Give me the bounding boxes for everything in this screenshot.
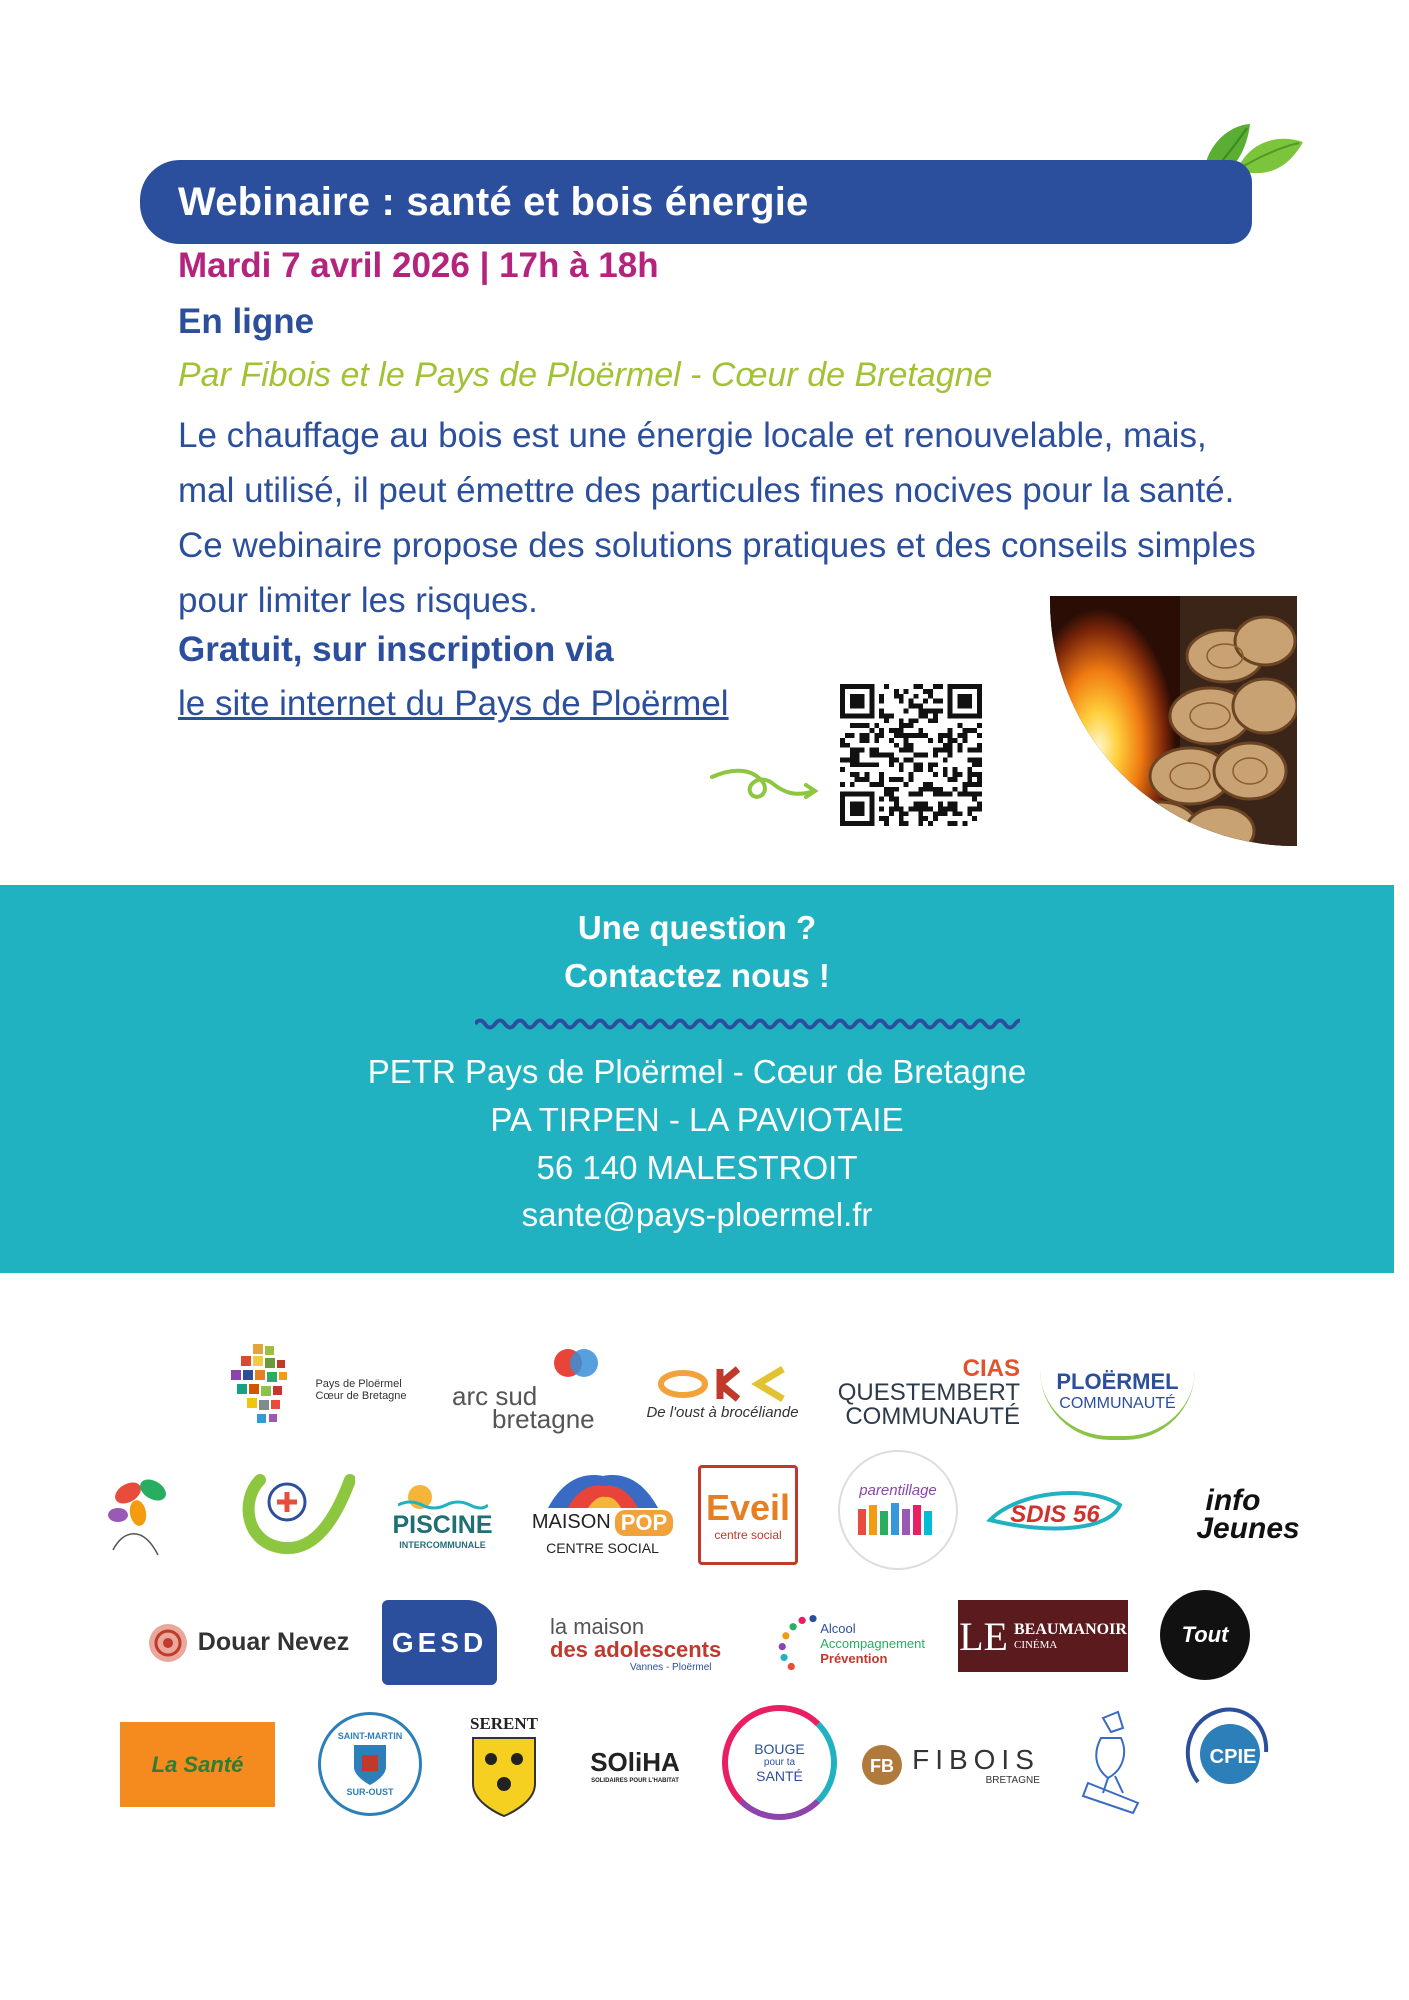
logo-communaute-text: COMMUNAUTÉ — [845, 1402, 1020, 1430]
logo-ploermel-communaute-text: COMMUNAUTÉ — [1059, 1394, 1176, 1412]
qr-code-icon[interactable] — [840, 684, 982, 826]
logo-piscine-sub-text: INTERCOMMUNALE — [399, 1539, 486, 1550]
logo-douar-text: Douar Nevez — [197, 1628, 350, 1656]
logo-pays-ploermel — [220, 1335, 410, 1445]
logo-serent-text: SERENT — [469, 1713, 539, 1733]
health-cross-icon — [235, 1460, 355, 1560]
event-mode: En ligne — [178, 302, 315, 341]
logo-beaumanoir-cinema — [958, 1600, 1128, 1672]
sun-wave-icon — [398, 1481, 488, 1511]
logo-info-text: info — [1205, 1484, 1261, 1517]
logo-fibois-bretagne — [850, 1735, 1050, 1795]
logo-alcool-prevention — [775, 1598, 925, 1688]
logo-centre-social-text: CENTRE SOCIAL — [546, 1539, 659, 1556]
logo-maison-text: MAISON — [531, 1511, 611, 1533]
petals-icon — [98, 1455, 188, 1565]
logo-cpie-broceliande — [1178, 1702, 1278, 1812]
logo-soliha-text: SOliHA — [590, 1746, 680, 1777]
logo-pop-text: POP — [615, 1510, 673, 1536]
knight-icon — [1073, 1708, 1153, 1818]
coat-of-arms-icon — [469, 1734, 539, 1819]
logo-health-cross — [232, 1455, 357, 1565]
logo-serent — [460, 1710, 548, 1822]
title-banner — [140, 160, 1252, 244]
logo-prevention-text: Prévention — [820, 1650, 888, 1666]
logo-douar-nevez — [140, 1615, 355, 1670]
logo-knight-drawing — [1068, 1705, 1158, 1820]
event-description: Le chauffage au bois est une énergie locale et renouvelable, mais, mal utilisé, il peut émettre des particules fines nocives pour la santé. Ce webinaire propose des solutions pratiques et des conseils simples pour limiter les risques. — [178, 416, 1256, 620]
logo-arc-sud-bretagne — [452, 1345, 612, 1440]
logo-oust-text: De l'oust à brocéliande — [646, 1404, 799, 1421]
logo-arc-sud-text-2: bretagne — [492, 1403, 595, 1434]
people-icon — [853, 1499, 943, 1539]
logo-ado-text-1: la maison — [550, 1614, 645, 1639]
fb-badge-icon — [860, 1743, 904, 1787]
contact-question: Une question ? — [577, 909, 817, 946]
contact-organization: PETR Pays de Ploërmel - Cœur de Bretagne — [367, 1053, 1027, 1090]
logo-alcool-text: Alcool — [820, 1620, 856, 1636]
logo-beaumanoir-text: BEAUMANOIR — [1013, 1621, 1127, 1638]
logo-fibois-sub-text: BRETAGNE — [985, 1774, 1040, 1786]
contact-cta: Contactez nous ! — [564, 957, 830, 994]
contact-address: PA TIRPEN - LA PAVIOTAIE — [490, 1101, 904, 1138]
logo-sdis-text: SDIS 56 — [1010, 1501, 1100, 1528]
logo-ploermel-communaute — [1040, 1345, 1195, 1440]
logo-cias-text: CIAS — [962, 1354, 1020, 1382]
contact-band — [0, 885, 1394, 1273]
svg-text:FB: FB — [870, 1756, 895, 1776]
logo-piscine-intercommunale — [380, 1475, 505, 1555]
mosaic-icon — [223, 1340, 313, 1440]
logo-sdis-56 — [980, 1480, 1130, 1550]
logo-le-text: LE — [959, 1613, 1008, 1659]
curly-arrow-icon — [710, 755, 820, 810]
dots-arc-icon — [775, 1608, 820, 1678]
logo-sante-text: SANTÉ — [756, 1768, 803, 1784]
logo-ploermel-text: PLOËRMEL — [1056, 1368, 1179, 1394]
event-organizer: Par Fibois et le Pays de Ploërmel - Cœur de Bretagne — [178, 356, 993, 394]
logo-pour-ta-text: pour ta — [763, 1757, 796, 1768]
logo-parentillage-text: parentillage — [859, 1481, 937, 1499]
registration-info: Gratuit, sur inscription via — [178, 630, 614, 669]
logo-cias-questembert — [830, 1350, 1020, 1435]
logo-fibois-text: FIBOIS — [912, 1743, 1040, 1775]
contact-email[interactable]: sante@pays-ploermel.fr — [521, 1196, 873, 1233]
registration-link[interactable]: le site internet du Pays de Ploërmel — [178, 684, 729, 723]
logo-la-sante — [120, 1722, 275, 1807]
logo-soliha — [580, 1735, 690, 1795]
contact-city: 56 140 MALESTROIT — [536, 1149, 858, 1186]
wave-divider — [475, 1015, 1020, 1033]
logo-piscine-text: PISCINE — [392, 1510, 493, 1539]
logo-accompagnement-text: Accompagnement — [820, 1635, 925, 1651]
logo-eveil-sub-text: centre social — [714, 1528, 782, 1542]
logo-saint-martin-text: SAINT-MARTIN — [337, 1731, 403, 1741]
logo-maison-pop — [531, 1455, 668, 1570]
logo-questembert-text: QUESTEMBERT — [837, 1378, 1020, 1406]
logo-soliha-sub-text: SOLIDAIRES POUR L'HABITAT — [591, 1777, 679, 1784]
logo-gesd-text: GESD — [391, 1626, 488, 1658]
heart-icon — [552, 1345, 600, 1389]
logo-pays-ploermel-text: Pays de Ploërmel Cœur de Bretagne — [315, 1378, 407, 1402]
shield-icon — [350, 1741, 390, 1787]
circle-pattern-icon — [146, 1621, 190, 1665]
logo-arc-sud-text-1: arc sud — [452, 1380, 538, 1411]
logo-la-sante-text: La Santé — [151, 1751, 244, 1777]
logo-saint-martin — [318, 1712, 422, 1816]
logo-bouge-text: BOUGE — [754, 1741, 805, 1757]
logo-cinema-text: CINÉMA — [1013, 1639, 1058, 1651]
logo-tout-text: Tout — [1181, 1622, 1229, 1647]
event-title: Webinaire : santé et bois énergie — [178, 179, 809, 224]
fireplace-image — [1050, 596, 1297, 846]
event-date: Mardi 7 avril 2026 | 17h à 18h — [178, 246, 659, 285]
logo-maison-adolescents — [550, 1607, 735, 1682]
logo-eveil — [698, 1465, 798, 1565]
logo-ado-text-3: Vannes - Ploërmel — [630, 1662, 712, 1673]
logo-oust-broceliande — [630, 1345, 815, 1440]
logo-tout — [1160, 1590, 1250, 1680]
logo-ado-text-2: des adolescents — [550, 1637, 722, 1662]
shapes-icon — [658, 1364, 788, 1404]
logo-ploermel-coeur-bretagne — [95, 1450, 190, 1570]
logo-info-jeunes — [1168, 1475, 1298, 1555]
logo-jeunes-text: Jeunes — [1196, 1512, 1300, 1545]
roof-icon — [543, 1470, 663, 1510]
logo-cpie-text: CPIE — [1209, 1745, 1257, 1768]
logo-gesd — [382, 1600, 497, 1685]
logo-eveil-text: Eveil — [705, 1487, 791, 1528]
logo-sur-oust-text: SUR-OUST — [346, 1787, 394, 1797]
logo-parentillage — [838, 1450, 958, 1570]
logo-bouge-sante — [722, 1705, 837, 1820]
